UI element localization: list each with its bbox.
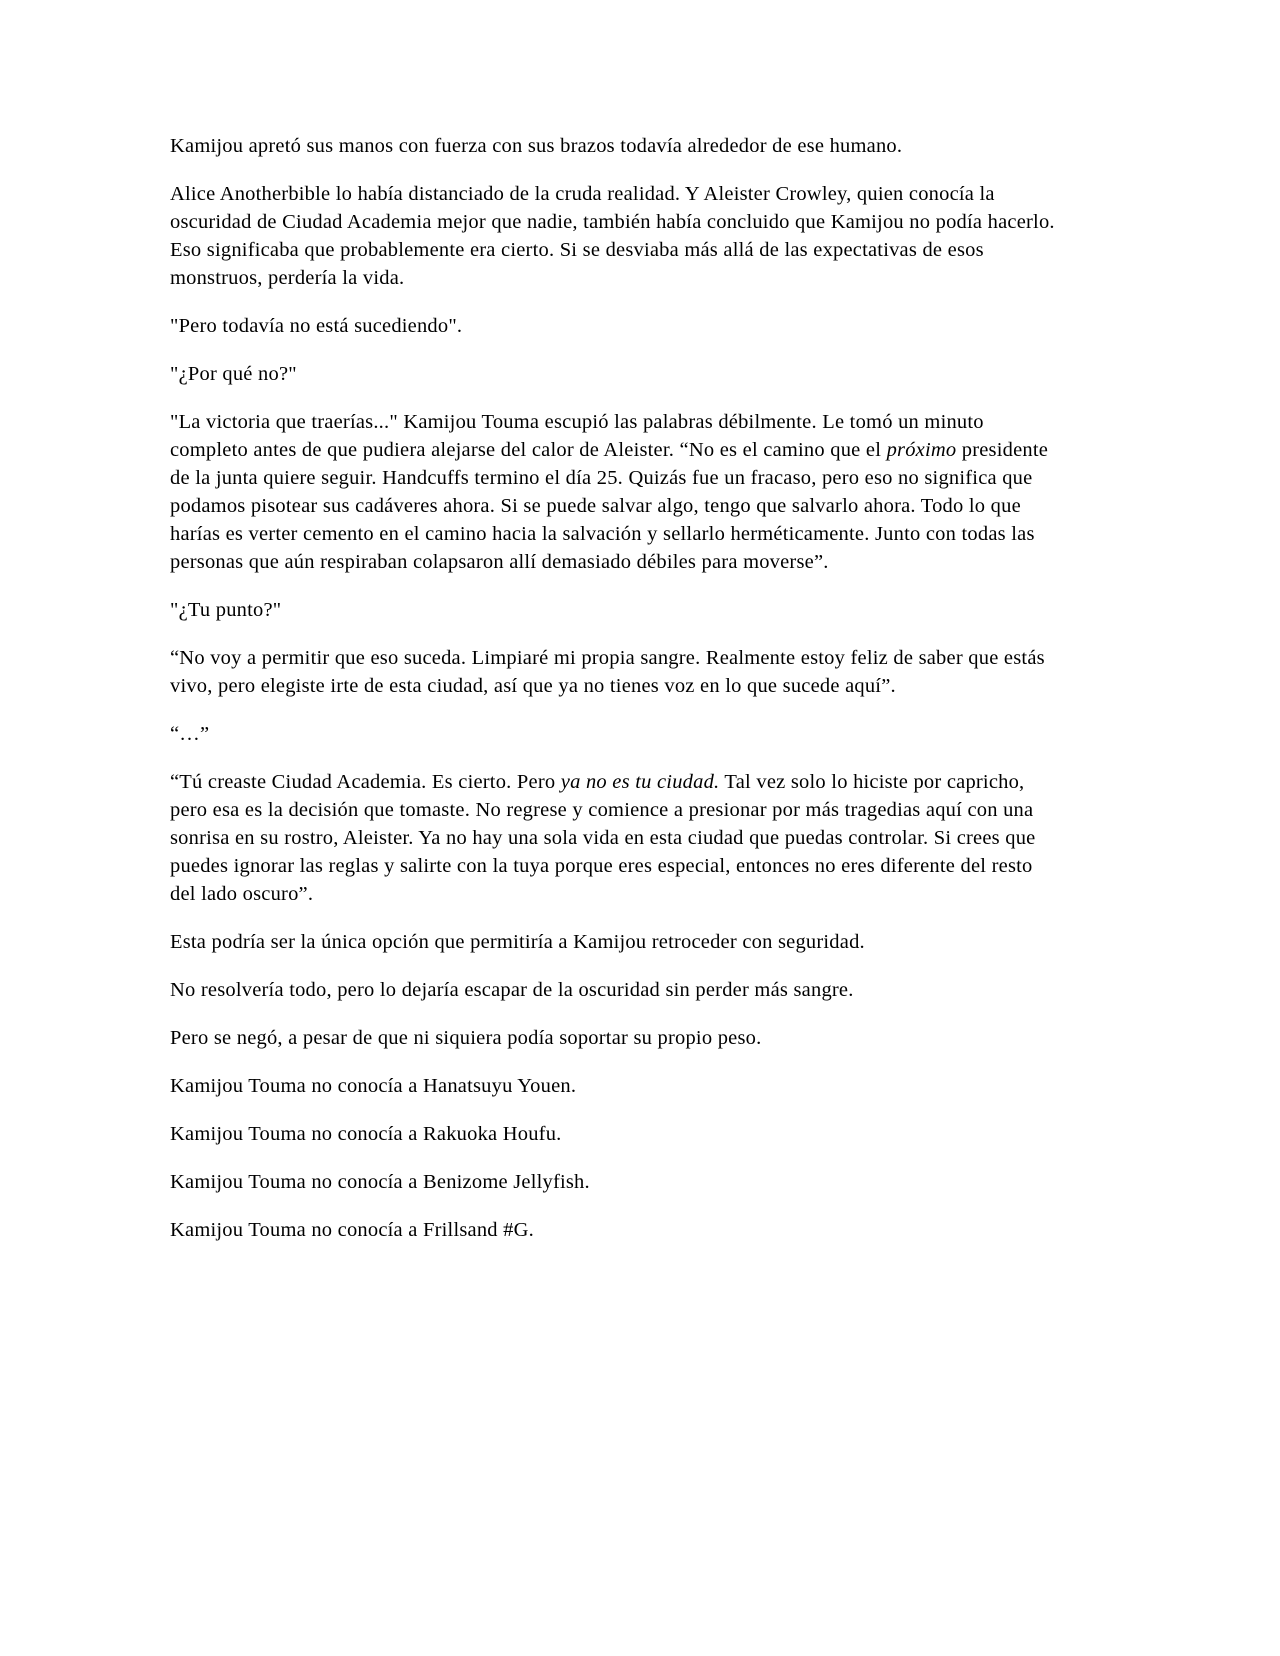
- paragraph-6: "¿Tu punto?": [170, 599, 282, 621]
- paragraph-12: Pero se negó, a pesar de que ni siquiera podía soportar su propio peso.: [170, 1027, 762, 1049]
- paragraph-14: Kamijou Touma no conocía a Rakuoka Houfu.: [170, 1123, 562, 1145]
- paragraph-9-italic-ya-no-es-tu-ciudad: ya no es tu ciudad.: [560, 771, 720, 793]
- paragraph-9: [170, 768, 1056, 908]
- paragraph-11: No resolvería todo, pero lo dejaría escapar de la oscuridad sin perder más sangre.: [170, 979, 854, 1001]
- paragraph-5-segment-1: "La victoria que traerías..." Kamijou Touma escupió las palabras débilmente. Le tomó un minuto completo antes de que pudiera alejarse del calor de Aleister. “No es el camino que el: [170, 411, 984, 461]
- paragraph-1: Kamijou apretó sus manos con fuerza con sus brazos todavía alrededor de ese humano.: [170, 135, 903, 157]
- paragraph-2: Alice Anotherbible lo había distanciado de la cruda realidad. Y Aleister Crowley, quien conocía la oscuridad de Ciudad Academia mejor que nadie, también había concluido que Kamijou no podía hacerlo. Eso significaba que probablemente era cierto. Si se desviaba más allá de las expectativas de esos monstruos, perdería la vida.: [170, 183, 1055, 289]
- paragraph-13: Kamijou Touma no conocía a Hanatsuyu Youen.: [170, 1075, 577, 1097]
- paragraph-5-italic-proximo: próximo: [886, 439, 957, 461]
- paragraph-3: "Pero todavía no está sucediendo".: [170, 315, 463, 337]
- paragraph-15: Kamijou Touma no conocía a Benizome Jellyfish.: [170, 1171, 590, 1193]
- paragraph-16: Kamijou Touma no conocía a Frillsand #G.: [170, 1219, 534, 1241]
- paragraph-8-ellipsis: “…”: [170, 723, 210, 745]
- paragraph-5: [170, 408, 1056, 576]
- paragraph-4: "¿Por qué no?": [170, 363, 297, 385]
- document-text-body: [170, 132, 1056, 1244]
- paragraph-5-segment-3: presidente de la junta quiere seguir. Handcuffs termino el día 25. Quizás fue un fracaso, pero eso no significa que podamos pisotear sus cadáveres ahora. Si se puede salvar algo, tengo que salvarlo ahora. Todo lo que harías es verter cemento en el camino hacia la salvación y sellarlo herméticamente. Junto con todas las personas que aún respiraban colapsaron allí demasiado débiles para moverse”.: [170, 439, 1049, 573]
- paragraph-9-segment-3: Tal vez solo lo hiciste por capricho, pero esa es la decisión que tomaste. No regrese y comience a presionar por más tragedias aquí con una sonrisa en su rostro, Aleister. Ya no hay una sola vida en esta ciudad que puedas controlar. Si crees que puedes ignorar las reglas y salirte con la tuya porque eres especial, entonces no eres diferente del resto del lado oscuro”.: [170, 771, 1036, 905]
- paragraph-9-segment-1: “Tú creaste Ciudad Academia. Es cierto. Pero: [170, 771, 561, 793]
- paragraph-10: Esta podría ser la única opción que permitiría a Kamijou retroceder con seguridad.: [170, 931, 865, 953]
- paragraph-7: “No voy a permitir que eso suceda. Limpiaré mi propia sangre. Realmente estoy feliz de saber que estás vivo, pero elegiste irte de esta ciudad, así que ya no tienes voz en lo que sucede aquí”.: [170, 647, 1045, 697]
